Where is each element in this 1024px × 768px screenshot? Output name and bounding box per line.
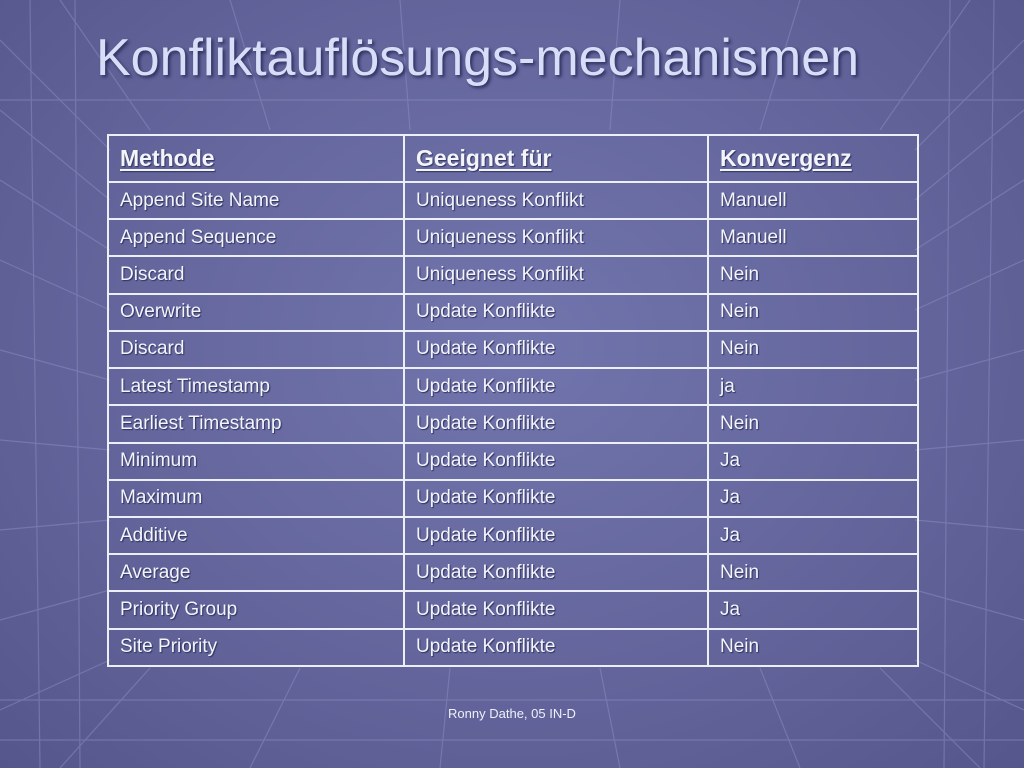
cell-geeignet-fuer: Uniqueness Konflikt [404,256,708,293]
table-row [108,256,918,293]
cell-geeignet-fuer: Update Konflikte [404,517,708,554]
cell-geeignet-fuer: Update Konflikte [404,629,708,666]
cell-methode: Append Sequence [108,219,404,256]
cell-geeignet-fuer: Update Konflikte [404,554,708,591]
cell-konvergenz: Nein [708,256,918,293]
cell-methode: Overwrite [108,294,404,331]
cell-konvergenz: ja [708,368,918,405]
cell-methode: Append Site Name [108,182,404,219]
table-row [108,405,918,442]
cell-methode: Priority Group [108,591,404,628]
header-methode: Methode [108,135,404,182]
slide-title: Konfliktauflösungs-mechanismen [96,29,860,87]
cell-geeignet-fuer: Update Konflikte [404,443,708,480]
cell-methode: Discard [108,256,404,293]
table-row [108,331,918,368]
slide-footer: Ronny Dathe, 05 IN-D [448,706,576,721]
table-row [108,480,918,517]
cell-konvergenz: Ja [708,517,918,554]
table-row [108,368,918,405]
cell-konvergenz: Nein [708,294,918,331]
cell-konvergenz: Ja [708,480,918,517]
table-row [108,629,918,666]
cell-methode: Latest Timestamp [108,368,404,405]
table-row [108,443,918,480]
cell-geeignet-fuer: Update Konflikte [404,480,708,517]
cell-methode: Discard [108,331,404,368]
conflict-resolution-table-container [107,134,917,667]
conflict-resolution-table [107,134,919,667]
cell-methode: Additive [108,517,404,554]
cell-methode: Earliest Timestamp [108,405,404,442]
cell-geeignet-fuer: Update Konflikte [404,294,708,331]
table-row [108,591,918,628]
cell-methode: Minimum [108,443,404,480]
cell-konvergenz: Nein [708,331,918,368]
cell-konvergenz: Nein [708,554,918,591]
table-row [108,554,918,591]
cell-konvergenz: Manuell [708,182,918,219]
cell-methode: Site Priority [108,629,404,666]
cell-geeignet-fuer: Uniqueness Konflikt [404,219,708,256]
cell-konvergenz: Nein [708,405,918,442]
cell-konvergenz: Ja [708,443,918,480]
header-konvergenz: Konvergenz [708,135,918,182]
header-geeignet-fuer: Geeignet für [404,135,708,182]
cell-methode: Maximum [108,480,404,517]
table-row [108,219,918,256]
cell-geeignet-fuer: Update Konflikte [404,368,708,405]
table-row [108,294,918,331]
cell-konvergenz: Ja [708,591,918,628]
cell-geeignet-fuer: Update Konflikte [404,591,708,628]
cell-geeignet-fuer: Uniqueness Konflikt [404,182,708,219]
cell-konvergenz: Manuell [708,219,918,256]
cell-geeignet-fuer: Update Konflikte [404,331,708,368]
table-row [108,182,918,219]
table-header-row [108,135,918,182]
cell-methode: Average [108,554,404,591]
cell-geeignet-fuer: Update Konflikte [404,405,708,442]
cell-konvergenz: Nein [708,629,918,666]
table-row [108,517,918,554]
